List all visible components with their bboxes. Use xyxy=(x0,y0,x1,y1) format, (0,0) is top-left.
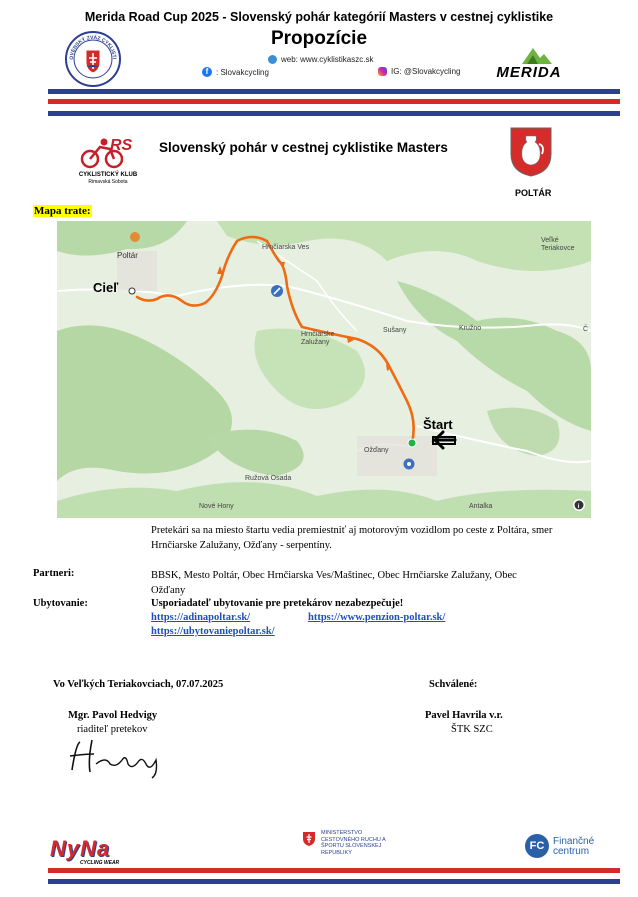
instagram-link[interactable]: IG: @Slovakcycling xyxy=(378,67,460,76)
map-section-label: Mapa trate: xyxy=(34,205,91,217)
map-place-hrnciarske-zaluzany: Hrnčiarske Zalužany xyxy=(301,331,335,346)
facebook-link[interactable]: f : Slovakcycling xyxy=(202,67,269,77)
map-place-edge: Č xyxy=(583,326,589,333)
director-signature xyxy=(66,734,176,780)
nyna-logo-sub: CYCLING WEAR xyxy=(80,860,120,866)
link-adinapoltar[interactable]: https://adinapoltar.sk/ xyxy=(151,612,251,623)
map-place-antalka: Antalka xyxy=(469,503,493,510)
map-place-ozdany: Ožďany xyxy=(364,447,389,454)
document-subtitle: Propozície xyxy=(270,28,368,49)
club-logo xyxy=(70,137,146,187)
poltar-coat-of-arms xyxy=(509,126,553,178)
approver-role: ŠTK SZC xyxy=(451,724,493,735)
event-title: Slovenský pohár v cestnej cyklistike Masters xyxy=(159,140,448,155)
finish-label: Cieľ xyxy=(93,280,119,295)
nyna-logo-text: NyNa xyxy=(50,836,111,861)
start-label: Štart xyxy=(423,417,453,432)
merida-logo-text: MERIDA xyxy=(496,64,562,81)
federation-logo xyxy=(64,30,122,88)
map-place-hrnciarska-ves: Hrnčiarska Ves xyxy=(262,244,310,251)
director-name: Mgr. Pavol Hedvigy xyxy=(68,710,158,721)
federation-logo-text: OVENSKÝ ZVÄZ CYKLISTI xyxy=(68,34,118,60)
accommodation-label: Ubytovanie: xyxy=(33,598,88,609)
accommodation-text: Usporiadateľ ubytovanie pre pretekárov nezabezpečuje! xyxy=(151,598,404,609)
club-city: Rimavská Sobota xyxy=(88,179,128,185)
town-name: POLTÁR xyxy=(515,188,552,198)
link-penzion-poltar[interactable]: https://www.penzion-poltar.sk/ xyxy=(308,612,446,623)
map-place-velke-teriakovce: Veľké Teriakovce xyxy=(541,237,575,252)
map-place-susany: Sušany xyxy=(383,327,407,334)
approved-label: Schválené: xyxy=(429,679,478,690)
document-title: Merida Road Cup 2025 - Slovenský pohár kategórií Masters v cestnej cyklistike xyxy=(84,10,554,24)
globe-icon xyxy=(268,55,277,64)
financne-centrum-text: Finančné centrum xyxy=(553,836,595,857)
transfer-note: Pretekári sa na miesto štartu vedia premiestniť aj motorovým vozidlom po ceste z Poltára, smer Hrnčiarske Zalužany, Ožďany - serpentíny. xyxy=(151,525,553,551)
header-stripe-blue xyxy=(48,89,620,94)
instagram-icon xyxy=(378,67,387,76)
footer-stripe-red xyxy=(48,868,620,873)
ministry-logo-text: MINISTERSTVO CESTOVNÉHO RUCHU A ŠPORTU SLOVENSKEJ REPUBLIKY xyxy=(321,830,386,856)
map-place-ruzova-osada: Ružová Osada xyxy=(245,475,292,482)
svg-text:i: i xyxy=(577,504,580,510)
header-stripe-red xyxy=(48,99,620,104)
link-ubytovaniepoltar[interactable]: https://ubytovaniepoltar.sk/ xyxy=(151,626,275,637)
ministry-logo xyxy=(303,830,413,864)
map-place-poltar: Poltár xyxy=(117,251,138,260)
club-name: CYKLISTICKÝ KLUB xyxy=(78,172,138,178)
header-stripe-blue-2 xyxy=(48,111,620,116)
club-logo-text: RS xyxy=(110,137,133,154)
facebook-icon: f xyxy=(202,67,212,77)
partners-text: BBSK, Mesto Poltár, Obec Hrnčiarska Ves/Maštinec, Obec Hrnčiarske Zalužany, Obec Ožďany xyxy=(151,570,517,596)
nyna-logo xyxy=(50,836,150,866)
partners-label: Partneri: xyxy=(33,568,75,579)
financne-centrum-logo xyxy=(525,834,615,862)
route-map[interactable] xyxy=(57,221,591,518)
merida-logo xyxy=(482,44,576,80)
web-link[interactable]: web: www.cyklistikaszc.sk xyxy=(268,55,373,64)
financne-centrum-mark: FC xyxy=(525,834,549,858)
approver-name: Pavel Havrila v.r. xyxy=(425,710,503,721)
map-place-nove-hony: Nové Hony xyxy=(199,503,234,510)
place-date: Vo Veľkých Teriakovciach, 07.07.2025 xyxy=(53,679,224,690)
footer-stripe-blue xyxy=(48,879,620,884)
map-place-kruzno: Kružno xyxy=(459,325,482,332)
director-role: riaditeľ pretekov xyxy=(77,724,148,735)
